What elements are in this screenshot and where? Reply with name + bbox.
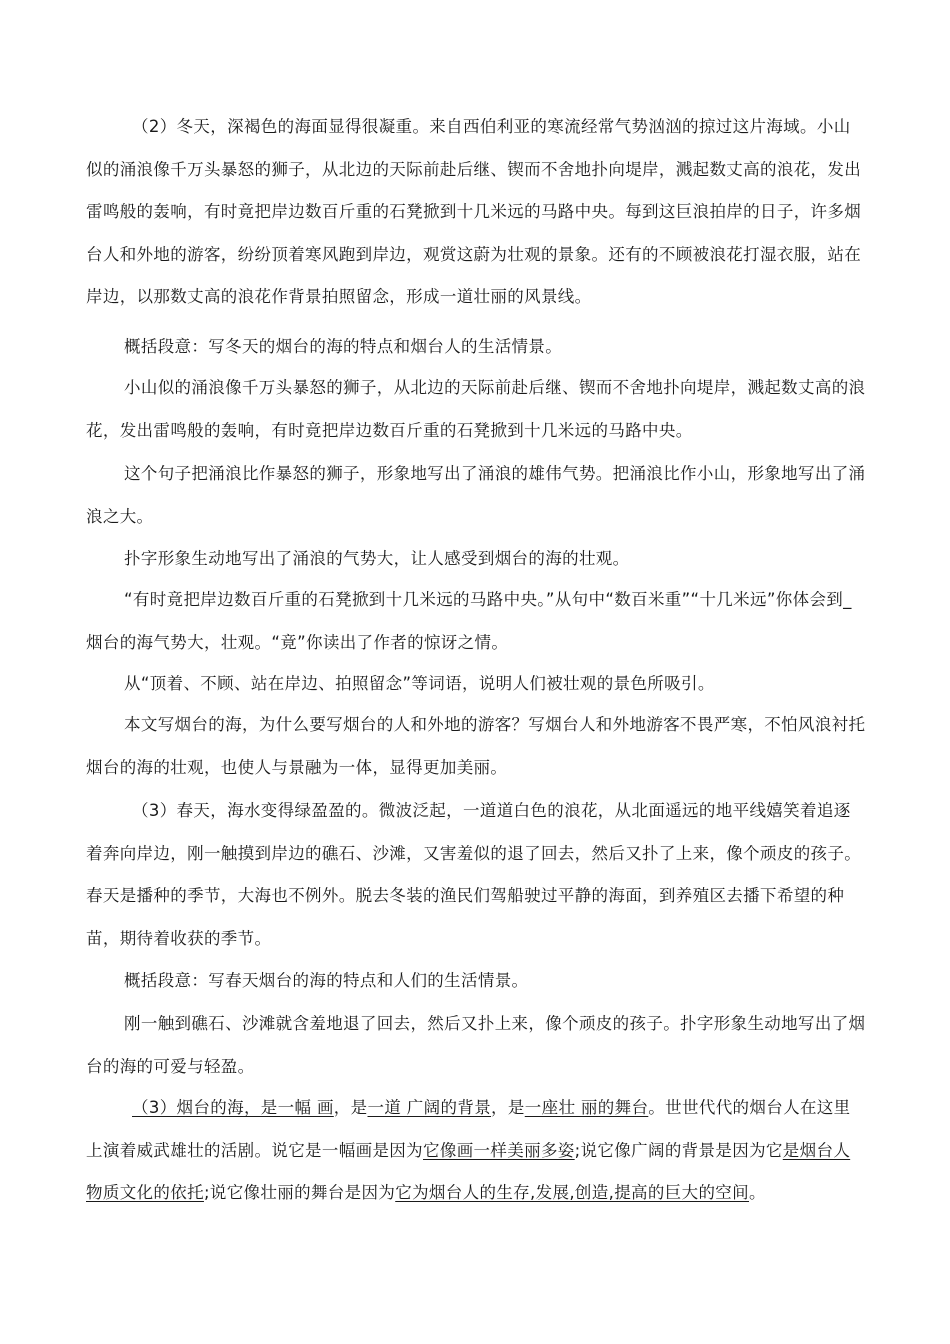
paragraph-why-people: 本文写烟台的海，为什么要写烟台的人和外地的游客？写烟台人和外地游客不畏严寒，不怕风浪衬托烟台的海的壮观，也使人与景融为一体，显得更加美丽。: [86, 715, 866, 777]
text-segment: ;说它像壮丽的舞台是因为: [203, 1183, 396, 1202]
paragraph-words-analysis: 从“顶着、不顾、站在岸边、拍照留念”等词语，说明人们被壮观的景色所吸引。: [124, 674, 715, 693]
paragraph-spring-analysis: 刚一触到礁石、沙滩就含羞地退了回去，然后又扑上来，像个顽皮的孩子。扑字形象生动地写出了烟台的海的可爱与轻盈。: [86, 1014, 866, 1076]
underlined-answer: 一座壮 丽的舞台: [524, 1098, 649, 1117]
underlined-answer: （3）烟台的海，是一幅 画: [132, 1098, 334, 1117]
underlined-answer: 一道 广阔的背景: [367, 1098, 492, 1117]
paragraph-quote-question: “有时竟把岸边数百斤重的石凳掀到十几米远的马路中央。”从句中“数百米重”“十几米远”你体会到_烟台的海气势大，壮观。“竟”你读出了作者的惊讶之情。: [86, 590, 852, 652]
paragraph-spring: （3）春天，海水变得绿盈盈的。微波泛起，一道道白色的浪花，从北面遥远的地平线嬉笑着追逐着奔向岸边，刚一触摸到岸边的礁石、沙滩，又害羞似的退了回去，然后又扑了上来，像个顽皮的孩子。春天是播种的季节，大海也不例外。脱去冬装的渔民们驾船驶过平静的海面，到养殖区去播下希望的种苗，期待着收获的季节。: [86, 801, 862, 948]
text-segment: ，是: [333, 1098, 368, 1117]
text-segment: 。世世代代的烟台人在这里上演着威武雄壮的活剧。说它是一幅画是因为: [86, 1098, 851, 1160]
paragraph-winter-summary: 概括段意：写冬天的烟台的海的特点和烟台人的生活情景。: [124, 337, 563, 356]
paragraph-metaphor-analysis: 这个句子把涌浪比作暴怒的狮子，形象地写出了涌浪的雄伟气势。把涌浪比作小山，形象地写出了涌浪之大。: [86, 464, 866, 526]
underlined-answer: 是烟台人物质文化的依托: [86, 1140, 851, 1202]
underlined-answer: 它像画一样美丽多姿: [423, 1140, 575, 1160]
text-segment: ;说它像广阔的背景是因为它: [574, 1140, 783, 1160]
paragraph-spring-summary: 概括段意：写春天烟台的海的特点和人们的生活情景。: [124, 971, 529, 990]
paragraph-winter: （2）冬天，深褐色的海面显得很凝重。来自西伯利亚的寒流经常气势汹汹的掠过这片海域。小山似的涌浪像千万头暴怒的狮子，从北边的天际前赴后继、锲而不舍地扑向堤岸，溅起数丈高的浪花，发出雷鸣般的轰响，有时竟把岸边数百斤重的石凳掀到十几米远的马路中央。每到这巨浪拍岸的日子，许多烟台人和外地的游客，纷纷顶着寒风跑到岸边，观赏这蔚为壮观的景象。还有的不顾被浪花打湿衣服，站在岸边，以那数丈高的浪花作背景拍照留念，形成一道壮丽的风景线。: [86, 117, 862, 306]
paragraph-fill-in: [86, 1087, 866, 1215]
underlined-answer: 它为烟台人的生存,发展,创造,提高的巨大的空间: [395, 1183, 750, 1202]
paragraph-pu-word: 扑字形象生动地写出了涌浪的气势大，让人感受到烟台的海的壮观。: [124, 549, 630, 568]
text-segment: ，是: [491, 1098, 525, 1117]
text-segment: 。: [749, 1183, 766, 1202]
paragraph-quoted-sentence: 小山似的涌浪像千万头暴怒的狮子，从北边的天际前赴后继、锲而不舍地扑向堤岸，溅起数丈高的浪花，发出雷鸣般的轰响，有时竟把岸边数百斤重的石凳掀到十几米远的马路中央。: [86, 378, 866, 440]
